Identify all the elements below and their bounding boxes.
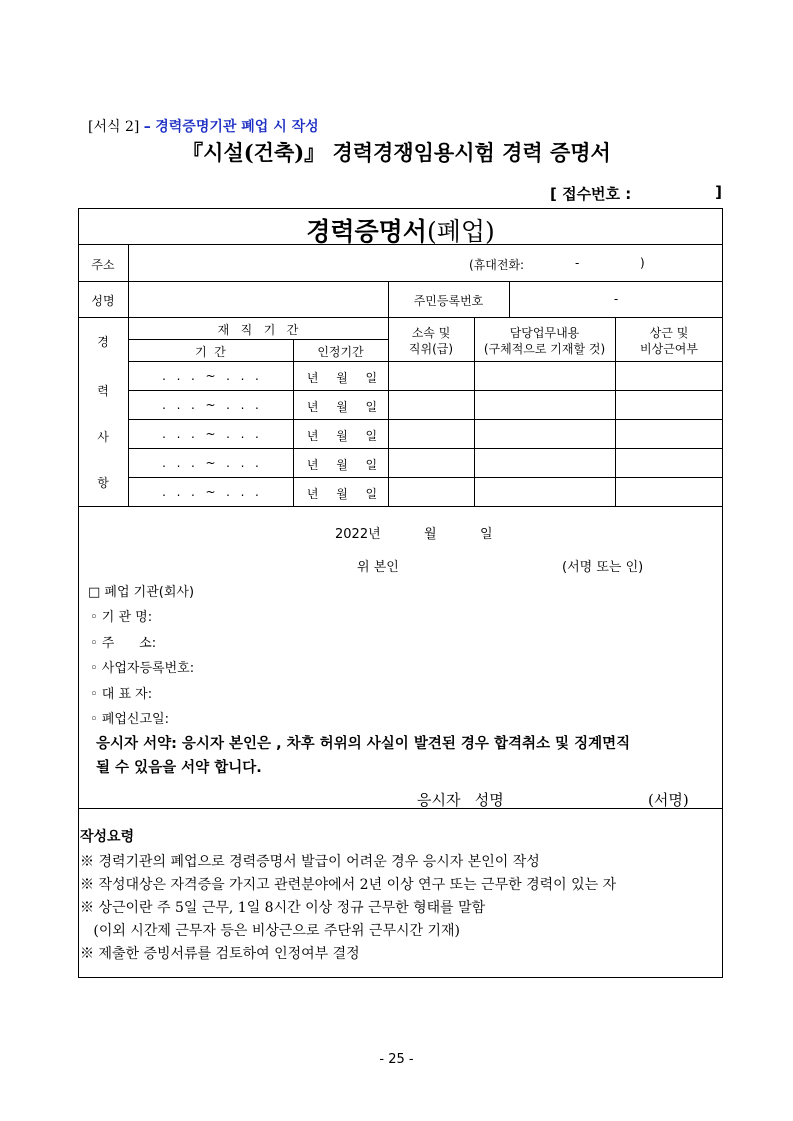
duty-header-1: 담당업무내용 — [509, 326, 580, 340]
name-label: 성명 — [91, 294, 115, 308]
applicant-signature: (서명) — [648, 791, 689, 809]
career-row-1-period: . . . ~ . . . — [162, 369, 260, 383]
career-row-3-recognized — [298, 427, 386, 444]
certificate-title-main: 경력증명서 — [306, 217, 427, 246]
form-code-label: [서식 2] — [88, 119, 140, 135]
career-char-2: 력 — [97, 384, 109, 398]
oath-line-2: 될 수 있음을 서약 합니다. — [96, 760, 262, 776]
address-label: 주소 — [91, 258, 115, 272]
id-number-label: 주민등록번호 — [413, 294, 484, 308]
biz-reg-no-field: ◦ 사업자등록번호: — [90, 661, 195, 676]
guide-item-4: (이외 시간제 근무자 등은 비상근으로 주단위 근무시간 기재) — [80, 923, 461, 939]
career-row-3-period: . . . ~ . . . — [162, 427, 260, 441]
career-row-5-recognized — [298, 485, 386, 502]
career-char-3: 사 — [97, 430, 109, 444]
form-note: 경력증명기관 폐업 시 작성 — [155, 119, 319, 135]
page-number: - 25 - — [379, 1052, 414, 1067]
month-unit: 월 — [336, 429, 348, 443]
career-row-2-period: . . . ~ . . . — [162, 398, 260, 412]
month-unit: 월 — [336, 487, 348, 501]
year-unit: 년 — [306, 487, 319, 501]
confirm-year: 2022년 — [335, 527, 381, 542]
receipt-number — [550, 183, 722, 204]
phone-dash: - — [575, 256, 580, 270]
phone-close: ) — [640, 256, 645, 270]
tenure-header: 재 직 기 간 — [217, 323, 299, 337]
guide-item-3: ※ 상근이란 주 5일 근무, 1일 8시간 이상 정규 근무한 형태를 말함 — [80, 900, 486, 916]
id-number-dash: - — [613, 292, 619, 306]
confirm-month: 월 — [424, 527, 437, 542]
career-char-4: 항 — [97, 476, 109, 490]
guide-item-1: ※ 경력기관의 폐업으로 경력증명서 발급이 어려운 경우 응시자 본인이 작성 — [80, 854, 540, 870]
fulltime-header-2: 비상근여부 — [640, 342, 698, 356]
org-name-field: ◦ 기 관 명: — [90, 610, 153, 625]
year-unit: 년 — [306, 458, 319, 472]
recognized-header: 인정기간 — [317, 345, 364, 359]
confirm-day: 일 — [480, 527, 493, 542]
career-row-2-recognized — [298, 398, 386, 415]
career-row-4-recognized — [298, 456, 386, 473]
org-address-field: ◦ 주 소: — [90, 636, 157, 651]
career-row-5-period: . . . ~ . . . — [162, 485, 260, 499]
above-person: 위 본인 — [357, 560, 399, 575]
applicant-name-label: 응시자 성명 — [417, 791, 504, 809]
period-header: 기 간 — [195, 345, 226, 359]
sign-or-seal: (서명 또는 인) — [562, 560, 644, 575]
day-unit: 일 — [365, 400, 378, 414]
oath-line-1: 응시자 서약: 응시자 본인은 , 차후 허위의 사실이 발견된 경우 합격취소 및 징계면직 — [96, 736, 631, 752]
closure-date-field: ◦ 폐업신고일: — [90, 712, 169, 727]
representative-field: ◦ 대 표 자: — [90, 687, 153, 702]
form-code — [88, 116, 319, 136]
applicant-oath — [96, 732, 718, 780]
guide-item-5: ※ 제출한 증빙서류를 검토하여 인정여부 결정 — [80, 946, 360, 962]
fulltime-header-1: 상근 및 — [649, 326, 689, 340]
day-unit: 일 — [365, 487, 378, 501]
day-unit: 일 — [365, 371, 378, 385]
form-dash: – — [143, 119, 151, 135]
month-unit: 월 — [336, 458, 348, 472]
receipt-close: ] — [715, 183, 722, 201]
position-header-2: 직위(급) — [408, 342, 454, 356]
certificate-title-sub: (폐업) — [426, 217, 495, 246]
phone-label: (휴대전화: — [469, 258, 525, 272]
month-unit: 월 — [336, 371, 348, 385]
receipt-label: [ 접수번호 : — [550, 185, 632, 203]
career-row-1-recognized — [298, 369, 386, 386]
closed-org-label: □ 폐업 기관(회사) — [88, 585, 195, 600]
guide-item-2: ※ 작성대상은 자격증을 가지고 관련분야에서 2년 이상 연구 또는 근무한 경력이 있는 자 — [80, 877, 617, 893]
document-title: 『시설(건축)』 경력경쟁임용시험 경력 증명서 — [182, 140, 611, 165]
year-unit: 년 — [306, 371, 319, 385]
month-unit: 월 — [336, 400, 348, 414]
career-char-1: 경 — [97, 335, 109, 349]
day-unit: 일 — [365, 429, 378, 443]
year-unit: 년 — [306, 429, 319, 443]
position-header-1: 소속 및 — [411, 326, 451, 340]
certificate-title — [78, 212, 723, 248]
duty-header-2: (구체적으로 기재할 것) — [483, 342, 606, 356]
day-unit: 일 — [365, 458, 378, 472]
year-unit: 년 — [306, 400, 319, 414]
career-row-4-period: . . . ~ . . . — [162, 456, 260, 470]
guide-title: 작성요령 — [80, 829, 135, 845]
